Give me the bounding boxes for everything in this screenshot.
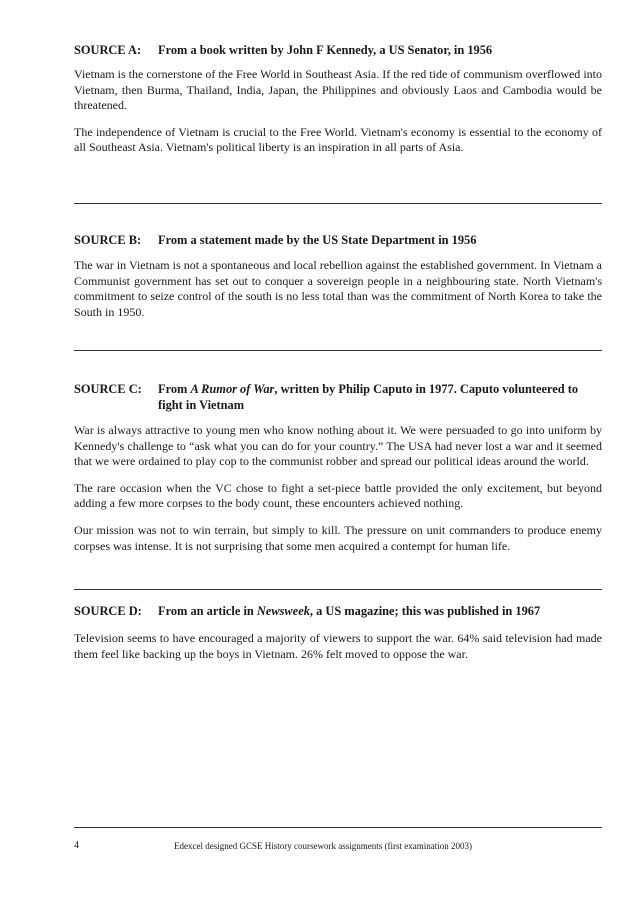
divider-rule [74,203,602,204]
divider-rule [74,350,602,351]
source-d-description [158,603,602,619]
source-c-paragraph-3: Our mission was not to win terrain, but simply to kill. The pressure on unit commanders to produce enemy corpses was intense. It is not surprising that some men acquired a contempt for human life. [74,522,602,553]
source-a-description: From a book written by John F Kennedy, a US Senator, in 1956 [158,43,493,57]
source-b-paragraph-1: The war in Vietnam is not a spontaneous and local rebellion against the established government. In Vietnam a Communist government has set out to conquer a sovereign people in a neighbouring state. North Vietnam's commitment to seize control of the south is no less total than was the commitment of North Korea to take the South in 1950. [74,258,602,319]
source-c-paragraph-2: The rare occasion when the VC chose to fight a set-piece battle provided the only excitement, but beyond adding a few more corpses to the body count, these encounters achieved nothing. [74,480,602,511]
source-d-section [74,603,602,662]
footer-rule [74,827,602,828]
footer-text: Edexcel designed GCSE History coursework assignments (first examination 2003) [174,841,472,851]
source-d-description-pre: From an article in [158,604,257,618]
source-b-heading [74,232,602,248]
source-a-label: SOURCE A: [74,43,142,57]
source-d-paragraph-1: Television seems to have encouraged a majority of viewers to support the war. 64% said television had made them feel like backing up the boys in Vietnam. 26% felt moved to oppose the war. [74,631,602,661]
page-number: 4 [74,840,79,851]
source-d-description-post: , a US magazine; this was published in 1967 [309,604,541,618]
source-c-paragraph-1: War is always attractive to young men who know nothing about it. We were persuaded to go into uniform by Kennedy's challenge to “ask what you can do for your country.” The USA had never lost a war and it seemed that we were ordained to play cop to the communist robber and spread our political ideas around the world. [74,423,602,469]
source-d-magazine-title: Newsweek [256,604,310,618]
source-b-description: From a statement made by the US State Department in 1956 [158,233,477,247]
source-b-label: SOURCE B: [74,233,142,247]
source-c-heading [74,381,602,413]
divider-rule [74,589,602,590]
source-c-label: SOURCE C: [74,382,142,396]
source-d-label: SOURCE D: [74,604,142,618]
source-a-paragraph-1: Vietnam is the cornerstone of the Free World in Southeast Asia. If the red tide of communism overflowed into Vietnam, then Burma, Thailand, India, Japan, the Philippines and obviously Laos and Cambodia would be threatened. [74,67,602,113]
source-c-book-title: A Rumor of War [190,382,275,396]
source-a-section [74,42,602,156]
source-a-paragraph-2: The independence of Vietnam is crucial to the Free World. Vietnam's economy is essential to the economy of all Southeast Asia. Vietnam's political liberty is an inspiration in all parts of Asia. [74,124,602,155]
source-c-description-post: , written by Philip Caputo in 1977. Caputo volunteered to fight in Vietnam [158,382,579,412]
source-b-section [74,232,602,320]
source-c-description [158,381,602,413]
source-c-section [74,381,602,554]
source-a-heading [74,42,602,58]
source-c-description-pre: From [158,382,191,396]
source-d-heading [74,603,602,619]
